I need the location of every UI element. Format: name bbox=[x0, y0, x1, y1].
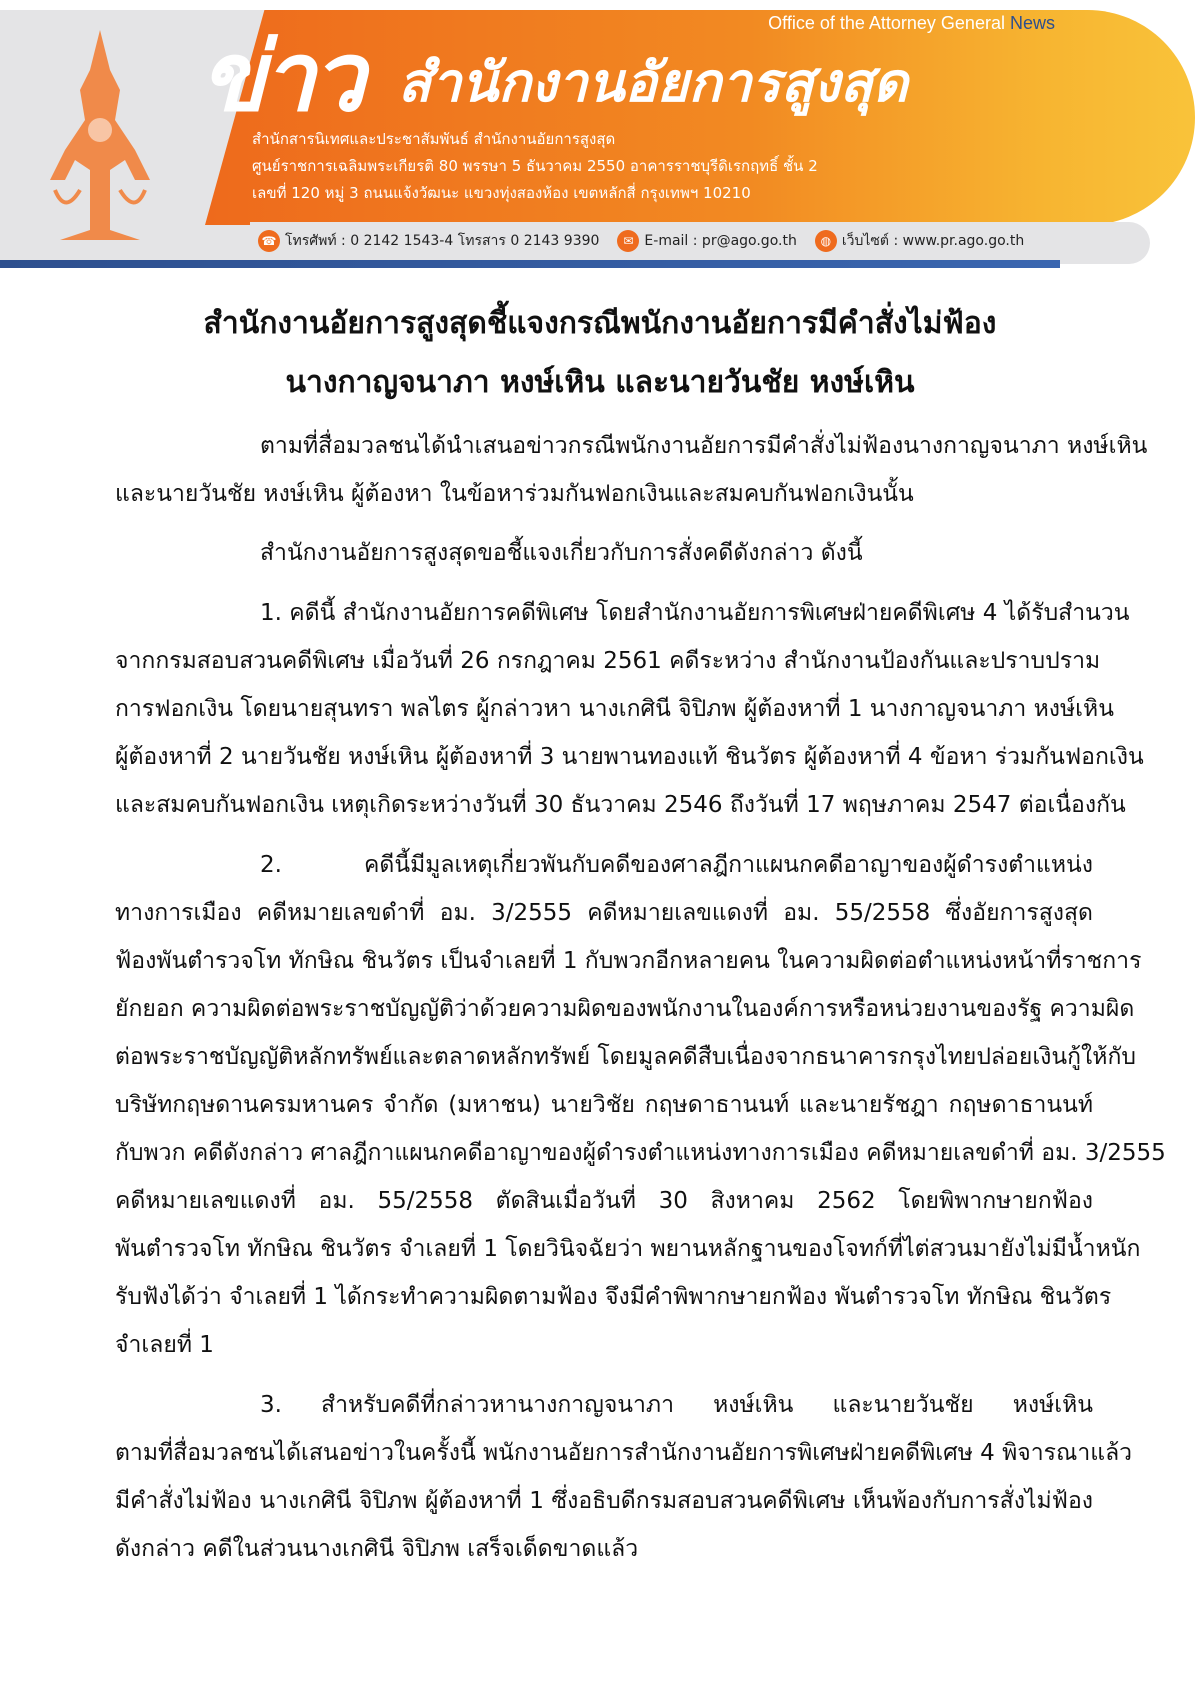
paragraph-3-line: 1. คดีนี้ สำนักงานอัยการคดีพิเศษ โดยสำนักงานอัยการพิเศษฝ่ายคดีพิเศษ 4 ได้รับสำนวน bbox=[260, 600, 1130, 626]
english-title bbox=[768, 12, 1055, 34]
paragraph-4-line: จำเลยที่ 1 bbox=[115, 1332, 214, 1358]
paragraph-3-line: การฟอกเงิน โดยนายสุนทรา พลไตร ผู้กล่าวหา นางเกศินี จิปิภพ ผู้ต้องหาที่ 1 นางกาญจนาภา หงษ์เหิน bbox=[115, 696, 1114, 722]
header-divider bbox=[0, 260, 1060, 268]
contact-row bbox=[258, 230, 1024, 252]
paragraph-4-line: บริษัทกฤษดานครมหานคร จำกัด (มหาชน) นายวิชัย กฤษดาธานนท์ และนายรัชฎา กฤษดาธานนท์ bbox=[115, 1092, 1093, 1118]
paragraph-5-line: 3. สำหรับคดีที่กล่าวหานางกาญจนาภา หงษ์เหิน และนายวันชัย หงษ์เหิน bbox=[260, 1392, 1093, 1418]
phone-contact bbox=[258, 230, 599, 252]
paragraph-3-line: และสมคบกันฟอกเงิน เหตุเกิดระหว่างวันที่ 30 ธันวาคม 2546 ถึงวันที่ 17 พฤษภาคม 2547 ต่อเนื่องกัน bbox=[115, 792, 1126, 818]
globe-icon: ◍ bbox=[815, 230, 837, 252]
paragraph-4-line: ยักยอก ความผิดต่อพระราชบัญญัติว่าด้วยความผิดของพนักงานในองค์การหรือหน่วยงานของรัฐ ความผิด bbox=[115, 996, 1135, 1022]
paragraph-4-line: ฟ้องพันตำรวจโท ทักษิณ ชินวัตร เป็นจำเลยที่ 1 กับพวกอีกหลายคน ในความผิดต่อตำแหน่งหน้าที่ราชการ bbox=[115, 948, 1142, 974]
address-line-2: ศูนย์ราชการเฉลิมพระเกียรติ 80 พรรษา 5 ธันวาคม 2550 อาคารราชบุรีดิเรกฤทธิ์ ชั้น 2 bbox=[252, 157, 818, 175]
paragraph-3-line: จากกรมสอบสวนคดีพิเศษ เมื่อวันที่ 26 กรกฎาคม 2561 คดีระหว่าง สำนักงานป้องกันและปราบปราม bbox=[115, 648, 1101, 674]
english-news-text: News bbox=[1009, 13, 1055, 33]
paragraph-4-line: รับฟังได้ว่า จำเลยที่ 1 ได้กระทำความผิดตามฟ้อง จึงมีคำพิพากษายกฟ้อง พันตำรวจโท ทักษิณ ชินวัตร bbox=[115, 1284, 1112, 1310]
attorney-general-emblem-icon bbox=[40, 30, 160, 250]
paragraph-4-line: กับพวก คดีดังกล่าว ศาลฎีกาแผนกคดีอาญาของผู้ดำรงตำแหน่งทางการเมือง คดีหมายเลขดำที่ อม. 3/2555 bbox=[115, 1140, 1166, 1166]
paragraph-5-line: ตามที่สื่อมวลชนได้เสนอข่าวในครั้งนี้ พนักงานอัยการสำนักงานอัยการพิเศษฝ่ายคดีพิเศษ 4 พิจารณาแล้ว bbox=[115, 1440, 1133, 1466]
paragraph-5-line: มีคำสั่งไม่ฟ้อง นางเกศินี จิปิภพ ผู้ต้องหาที่ 1 ซึ่งอธิบดีกรมสอบสวนคดีพิเศษ เห็นพ้องกับการสั่งไม่ฟ้อง bbox=[115, 1488, 1093, 1514]
paragraph-2-line: สำนักงานอัยการสูงสุดขอชี้แจงเกี่ยวกับการสั่งคดีดังกล่าว ดังนี้ bbox=[260, 540, 863, 566]
email-text[interactable]: E-mail : pr@ago.go.th bbox=[644, 233, 797, 249]
paragraph-4-line: คดีหมายเลขแดงที่ อม. 55/2558 ตัดสินเมื่อวันที่ 30 สิงหาคม 2562 โดยพิพากษายกฟ้อง bbox=[115, 1188, 1093, 1214]
paragraph-1-line: ตามที่สื่อมวลชนได้นำเสนอข่าวกรณีพนักงานอัยการมีคำสั่งไม่ฟ้องนางกาญจนาภา หงษ์เหิน bbox=[260, 433, 1148, 459]
letterhead bbox=[0, 0, 1200, 270]
paragraph-4-line: 2. คดีนี้มีมูลเหตุเกี่ยวพันกับคดีของศาลฎีกาแผนกคดีอาญาของผู้ดำรงตำแหน่ง bbox=[260, 852, 1093, 878]
paragraph-5-line: ดังกล่าว คดีในส่วนนางเกศินี จิปิภพ เสร็จเด็ดขาดแล้ว bbox=[115, 1536, 639, 1562]
paragraph-4-line: ทางการเมือง คดีหมายเลขดำที่ อม. 3/2555 คดีหมายเลขแดงที่ อม. 55/2558 ซึ่งอัยการสูงสุด bbox=[115, 900, 1093, 926]
website-text[interactable]: เว็บไซต์ : www.pr.ago.go.th bbox=[841, 233, 1025, 249]
paragraph-3-line: ผู้ต้องหาที่ 2 นายวันชัย หงษ์เหิน ผู้ต้องหาที่ 3 นายพานทองแท้ ชินวัตร ผู้ต้องหาที่ 4 ข้อหา ร่วมกันฟอกเงิน bbox=[115, 744, 1144, 770]
mail-icon: ✉ bbox=[617, 230, 639, 252]
phone-icon: ☎ bbox=[258, 230, 280, 252]
paragraph-4-line: ต่อพระราชบัญญัติหลักทรัพย์และตลาดหลักทรัพย์ โดยมูลคดีสืบเนื่องจากธนาคารกรุงไทยปล่อยเงินกู้ให้กับ bbox=[115, 1044, 1136, 1070]
headline-line-1: สำนักงานอัยการสูงสุดชี้แจงกรณีพนักงานอัยการมีคำสั่งไม่ฟ้อง bbox=[203, 306, 997, 341]
office-name: สำนักงานอัยการสูงสุด bbox=[398, 51, 908, 114]
paragraph-4-line: พันตำรวจโท ทักษิณ ชินวัตร จำเลยที่ 1 โดยวินิจฉัยว่า พยานหลักฐานของโจทก์ที่ไต่สวนมายังไม่มีน้ำหนัก bbox=[115, 1236, 1141, 1262]
address-line-1: สำนักสารนิเทศและประชาสัมพันธ์ สำนักงานอัยการสูงสุด bbox=[252, 130, 616, 148]
address-line-3: เลขที่ 120 หมู่ 3 ถนนแจ้งวัฒนะ แขวงทุ่งสองห้อง เขตหลักสี่ กรุงเทพฯ 10210 bbox=[252, 184, 751, 202]
website-contact bbox=[815, 230, 1024, 252]
paragraph-1-line: และนายวันชัย หงษ์เหิน ผู้ต้องหา ในข้อหาร่วมกันฟอกเงินและสมคบกันฟอกเงินนั้น bbox=[115, 481, 914, 507]
email-contact bbox=[617, 230, 796, 252]
headline-line-2: นางกาญจนาภา หงษ์เหิน และนายวันชัย หงษ์เหิน bbox=[285, 365, 915, 400]
news-word: ข่าว bbox=[200, 21, 362, 133]
phone-text: โทรศัพท์ : 0 2142 1543-4 โทรสาร 0 2143 9390 bbox=[285, 233, 600, 249]
english-title-text: Office of the Attorney General bbox=[768, 13, 1005, 33]
